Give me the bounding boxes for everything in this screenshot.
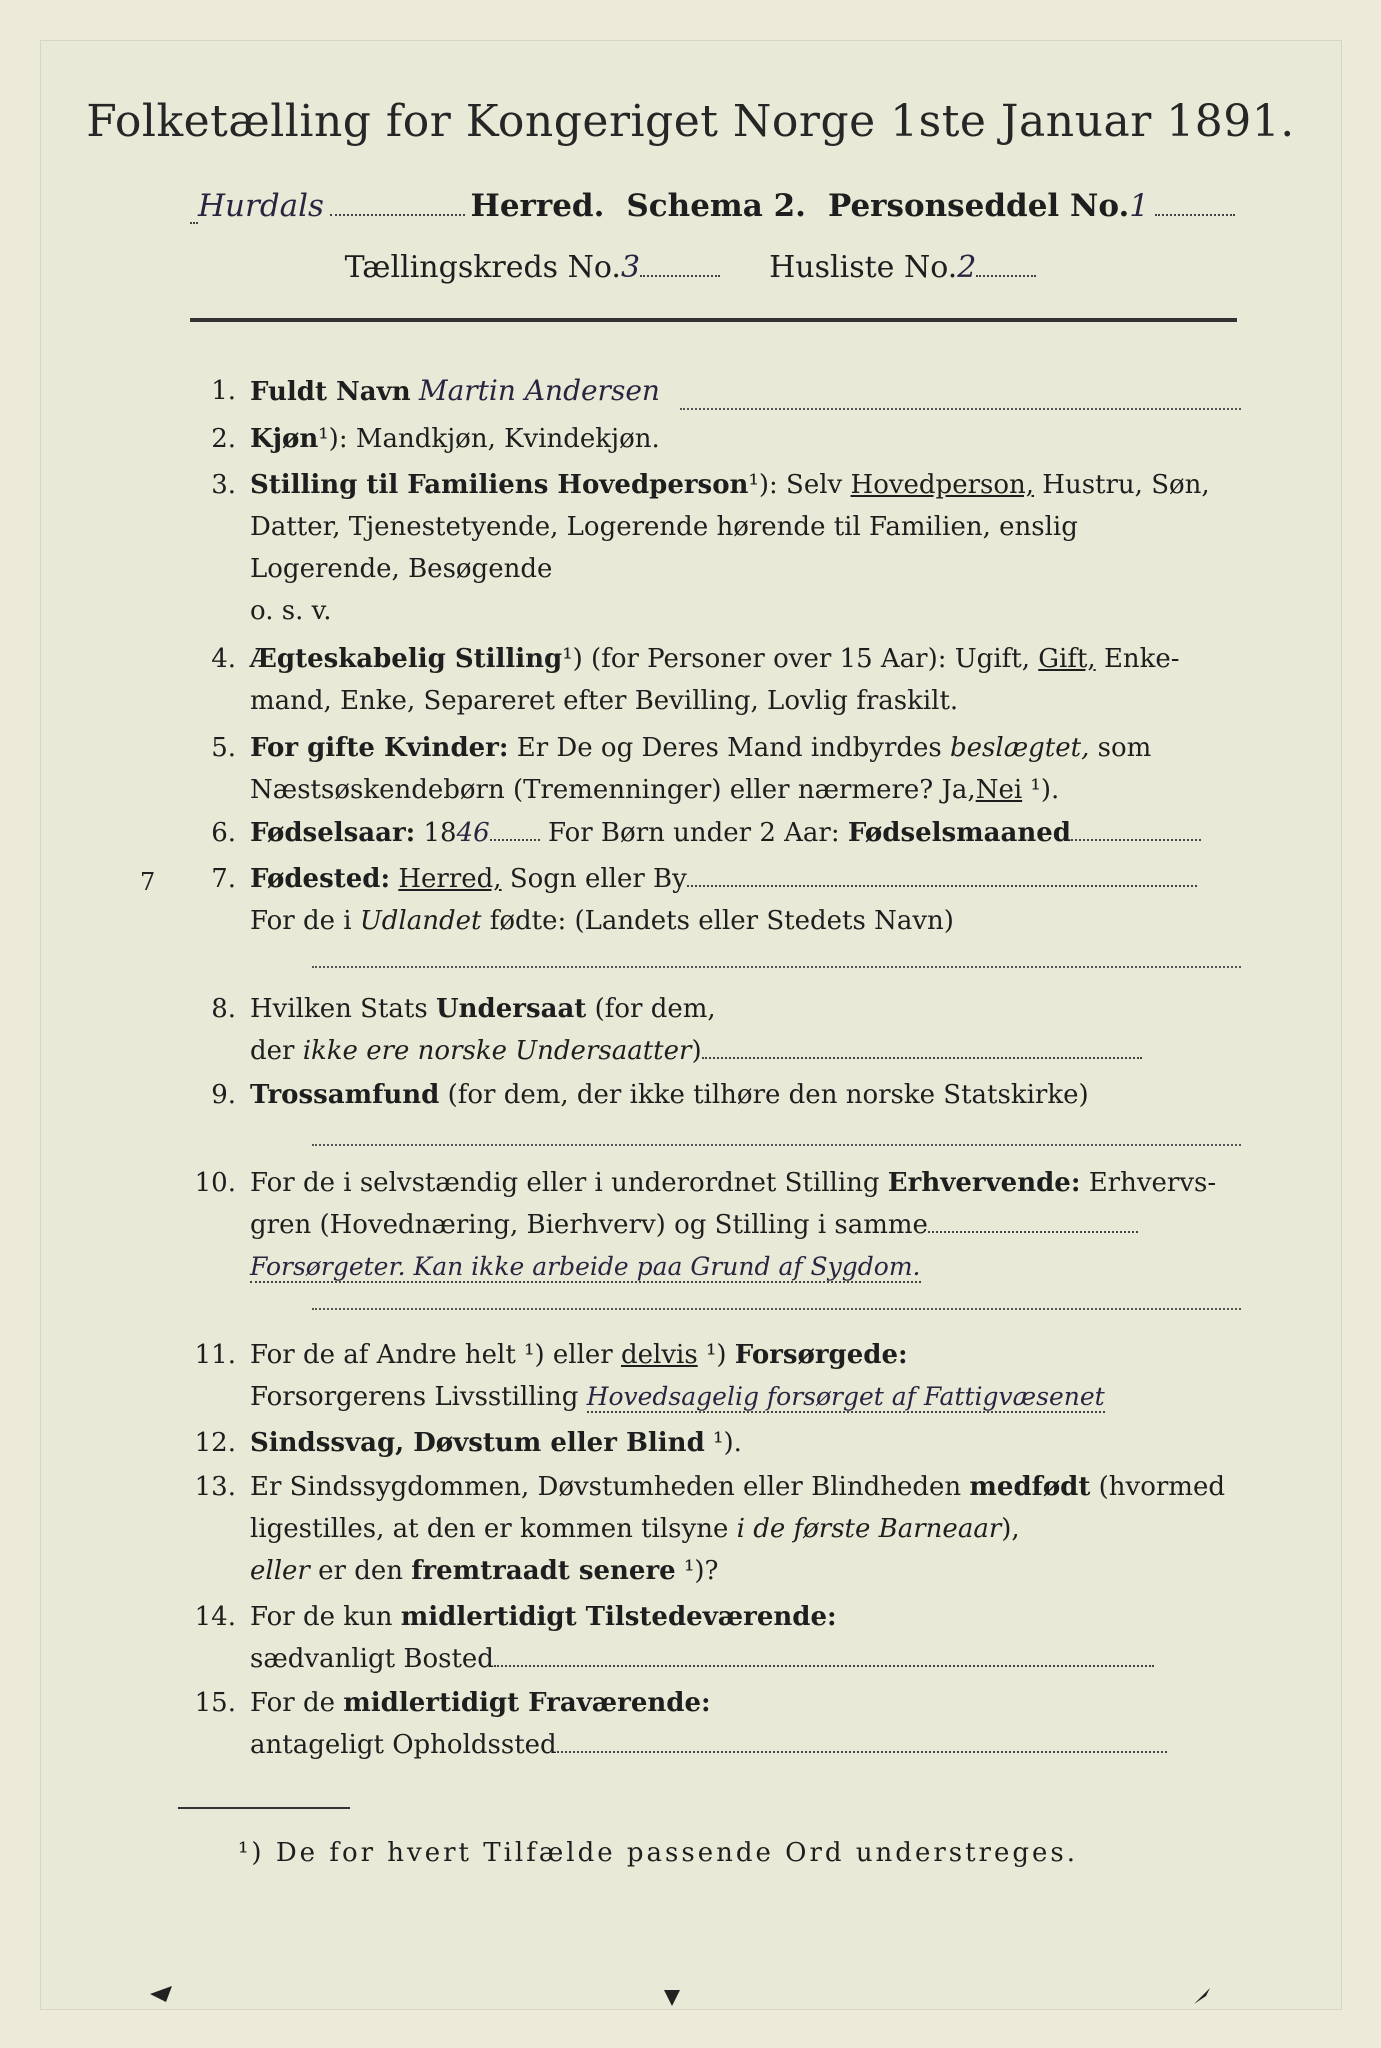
- corner-mark-icon: [148, 1984, 176, 2004]
- personseddel-value: 1: [1129, 188, 1149, 224]
- fuldt-navn-label: Fuldt Navn: [250, 377, 411, 407]
- kjon-options: Mandkjøn, Kvindekjøn.: [355, 424, 660, 454]
- kreds-label: Tællingskreds No.: [344, 250, 621, 285]
- husliste-label: Husliste No.: [769, 250, 958, 285]
- form-title: Folketælling for Kongeriget Norge 1ste Januar 1891.: [86, 96, 1295, 147]
- stilling-selected: Hovedperson,: [850, 470, 1035, 500]
- kreds-line: [0, 250, 1381, 285]
- erhverv-value: Forsørgeter. Kan ikke arbeide paa Grund af Sygdom.: [250, 1252, 921, 1281]
- forsorger-value: Hovedsagelig forsørget af Fattigvæsenet: [586, 1382, 1105, 1411]
- herred-label: Herred.: [470, 188, 605, 224]
- personseddel-label: Personseddel No.: [827, 188, 1130, 224]
- fuldt-navn-value: Martin Andersen: [418, 374, 660, 407]
- center-mark-icon: [662, 1988, 682, 2008]
- herred-line: [190, 188, 1241, 224]
- husliste-value: 2: [957, 250, 977, 285]
- fodselsaar-value: 46: [456, 818, 490, 848]
- footnote-rule: [178, 1807, 350, 1809]
- beslaegtet-selected: Nei: [975, 775, 1023, 805]
- header-rule: [190, 318, 1237, 322]
- margin-mark: 7: [140, 868, 156, 896]
- aegteskab-selected: Gift,: [1038, 644, 1096, 674]
- kreds-value: 3: [620, 250, 641, 285]
- footnote: ¹) De for hvert Tilfælde passende Ord understreges.: [238, 1838, 1079, 1868]
- fodested-selected: Herred,: [398, 864, 502, 894]
- corner-mark-right-icon: [1190, 1984, 1214, 2008]
- herred-value: Hurdals: [198, 188, 324, 224]
- schema-label: Schema 2.: [626, 188, 806, 224]
